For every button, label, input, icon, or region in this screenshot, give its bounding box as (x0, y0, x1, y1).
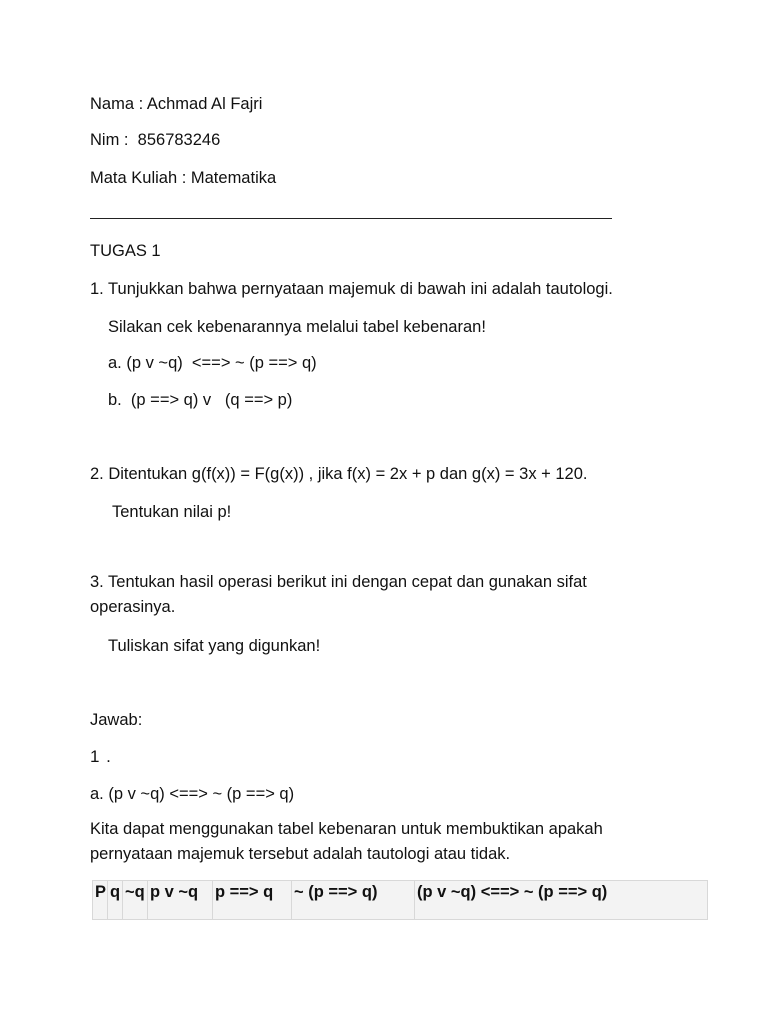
answer-number: 1 . (90, 747, 112, 766)
question-1-instruction: Silakan cek kebenarannya melalui tabel kebenaran! (108, 318, 486, 336)
assignment-title: TUGAS 1 (90, 242, 161, 260)
course-name: Mata Kuliah : Matematika (90, 169, 277, 187)
question-1a: a. (p v ~q) <==> ~ (p ==> q) (108, 354, 317, 372)
question-3-text: 3. Tentukan hasil operasi berikut ini dengan cepat dan gunakan sifat operasinya. (90, 573, 587, 616)
truth-header-p: P (93, 881, 108, 920)
student-nim: Nim : 856783246 (90, 131, 221, 149)
truth-header-q: q (108, 881, 123, 920)
separator-rule (90, 218, 612, 219)
truth-header-biconditional: (p v ~q) <==> ~ (p ==> q) (415, 881, 708, 920)
answer-explanation: Kita dapat menggunakan tabel kebenaran untuk membuktikan apakah pernyataan majemuk tersebut adalah tautologi atau tidak. (90, 820, 603, 863)
question-1b: b. (p ==> q) v (q ==> p) (108, 391, 293, 409)
truth-header-p-or-not-q: p v ~q (148, 881, 213, 920)
answer-part-a: a. (p v ~q) <==> ~ (p ==> q) (90, 785, 295, 803)
question-3-instruction: Tuliskan sifat yang digunkan! (108, 637, 321, 655)
truth-header-p-implies-q: p ==> q (213, 881, 292, 920)
question-2-text: 2. Ditentukan g(f(x)) = F(g(x)) , jika f(x) = 2x + p dan g(x) = 3x + 120. (90, 465, 588, 483)
truth-table-header-row (93, 881, 708, 920)
answer-label: Jawab: (90, 711, 143, 729)
question-2-instruction: Tentukan nilai p! (112, 503, 232, 521)
question-1-text: 1. Tunjukkan bahwa pernyataan majemuk di bawah ini adalah tautologi. (90, 280, 613, 298)
truth-table (92, 880, 708, 920)
student-name: Nama : Achmad Al Fajri (90, 95, 263, 113)
truth-header-not-q: ~q (123, 881, 148, 920)
truth-header-not-p-implies-q: ~ (p ==> q) (292, 881, 415, 920)
